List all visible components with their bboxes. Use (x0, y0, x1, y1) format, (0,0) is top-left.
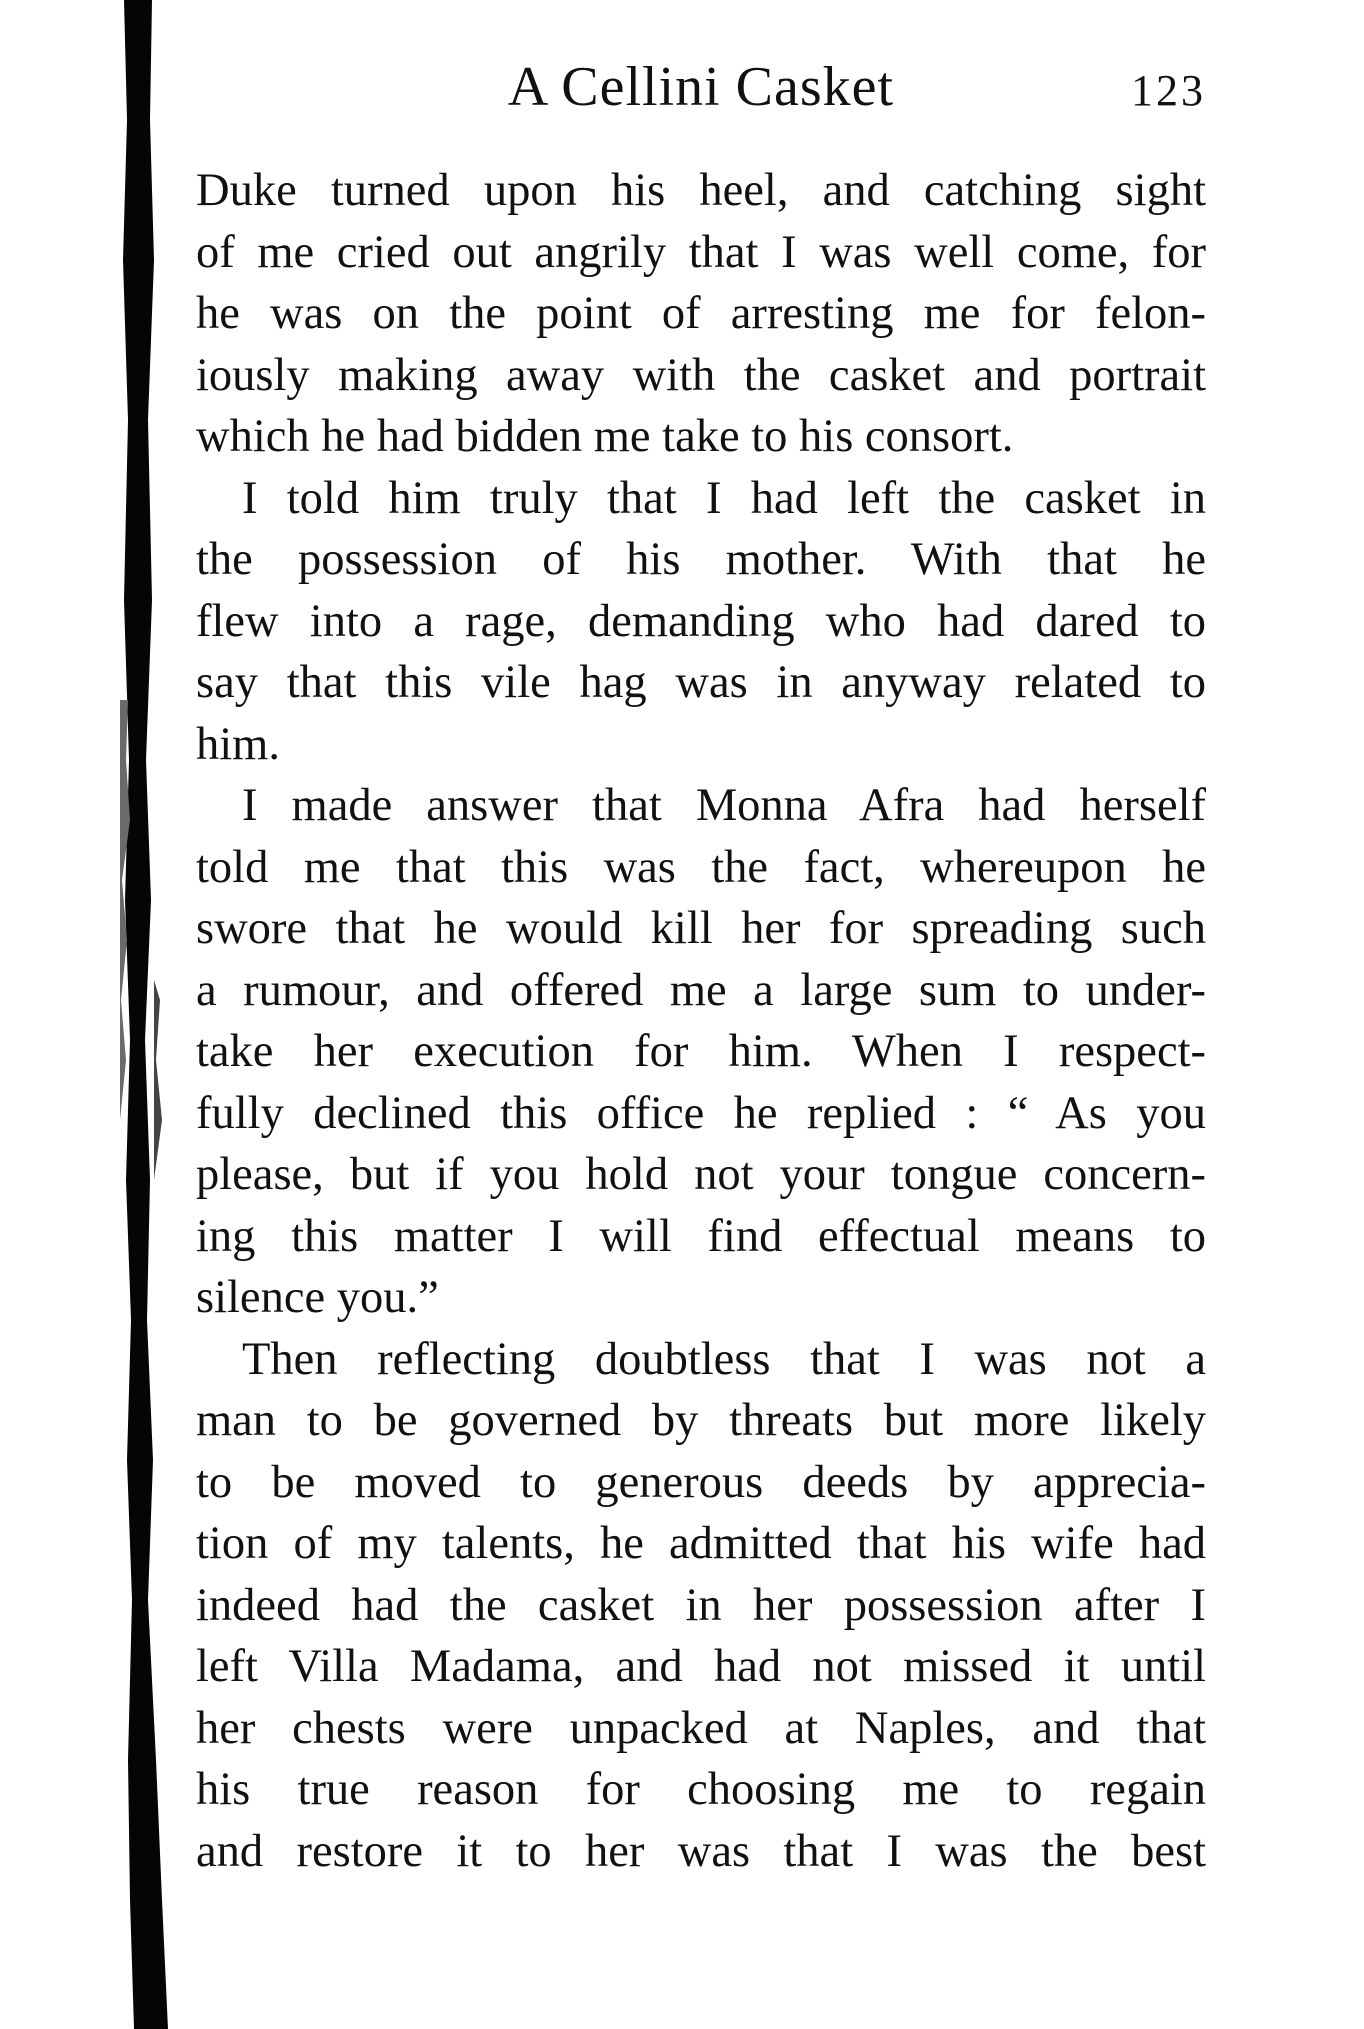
text-line: flew into a rage, demanding who had dared to (196, 595, 1206, 647)
body-text (196, 160, 1206, 1882)
text-line: please, but if you hold not your tongue concern- (196, 1149, 1206, 1200)
paragraph-first-line: I made answer that Monna Afra had herself (242, 780, 1206, 831)
text-line: silence you.” (196, 1272, 439, 1323)
text-line: ing this matter I will find effectual means to (196, 1210, 1206, 1262)
text-line: him. (196, 718, 280, 770)
text-line: fully declined this office he replied : “ As you (196, 1087, 1206, 1139)
running-title: A Cellini Casket (507, 56, 895, 118)
paragraph-first-line: I told him truly that I had left the casket in (242, 472, 1206, 524)
text-line: and restore it to her was that I was the best (196, 1825, 1206, 1877)
paragraph-first-line: Then reflecting doubtless that I was not a (242, 1333, 1206, 1385)
text-line: Duke turned upon his heel, and catching sight (196, 165, 1206, 216)
text-line: take her execution for him. When I respect- (196, 1026, 1206, 1077)
text-line: left Villa Madama, and had not missed it until (196, 1641, 1206, 1692)
text-line: to be moved to generous deeds by apprecia- (196, 1456, 1206, 1508)
text-line: the possession of his mother. With that he (196, 534, 1206, 585)
text-line: iously making away with the casket and portrait (196, 349, 1206, 401)
text-line: say that this vile hag was in anyway related to (196, 657, 1206, 708)
text-line: which he had bidden me take to his consort. (196, 411, 1014, 462)
text-line: he was on the point of arresting me for felon- (196, 288, 1206, 339)
text-line: of me cried out angrily that I was well come, for (196, 226, 1206, 278)
text-line: her chests were unpacked at Naples, and that (196, 1702, 1206, 1754)
scanned-binding-edge (118, 0, 174, 2029)
text-line: swore that he would kill her for spreading such (196, 903, 1206, 954)
text-line: told me that this was the fact, whereupon he (196, 841, 1206, 893)
text-line: a rumour, and offered me a large sum to under- (196, 964, 1206, 1016)
text-line: man to be governed by threats but more likely (196, 1395, 1206, 1446)
text-line: his true reason for choosing me to regain (196, 1764, 1206, 1815)
text-line: indeed had the casket in her possession after I (196, 1579, 1206, 1631)
running-head (196, 52, 1206, 122)
page-number: 123 (1131, 66, 1206, 115)
text-line: tion of my talents, he admitted that his wife had (196, 1518, 1206, 1569)
